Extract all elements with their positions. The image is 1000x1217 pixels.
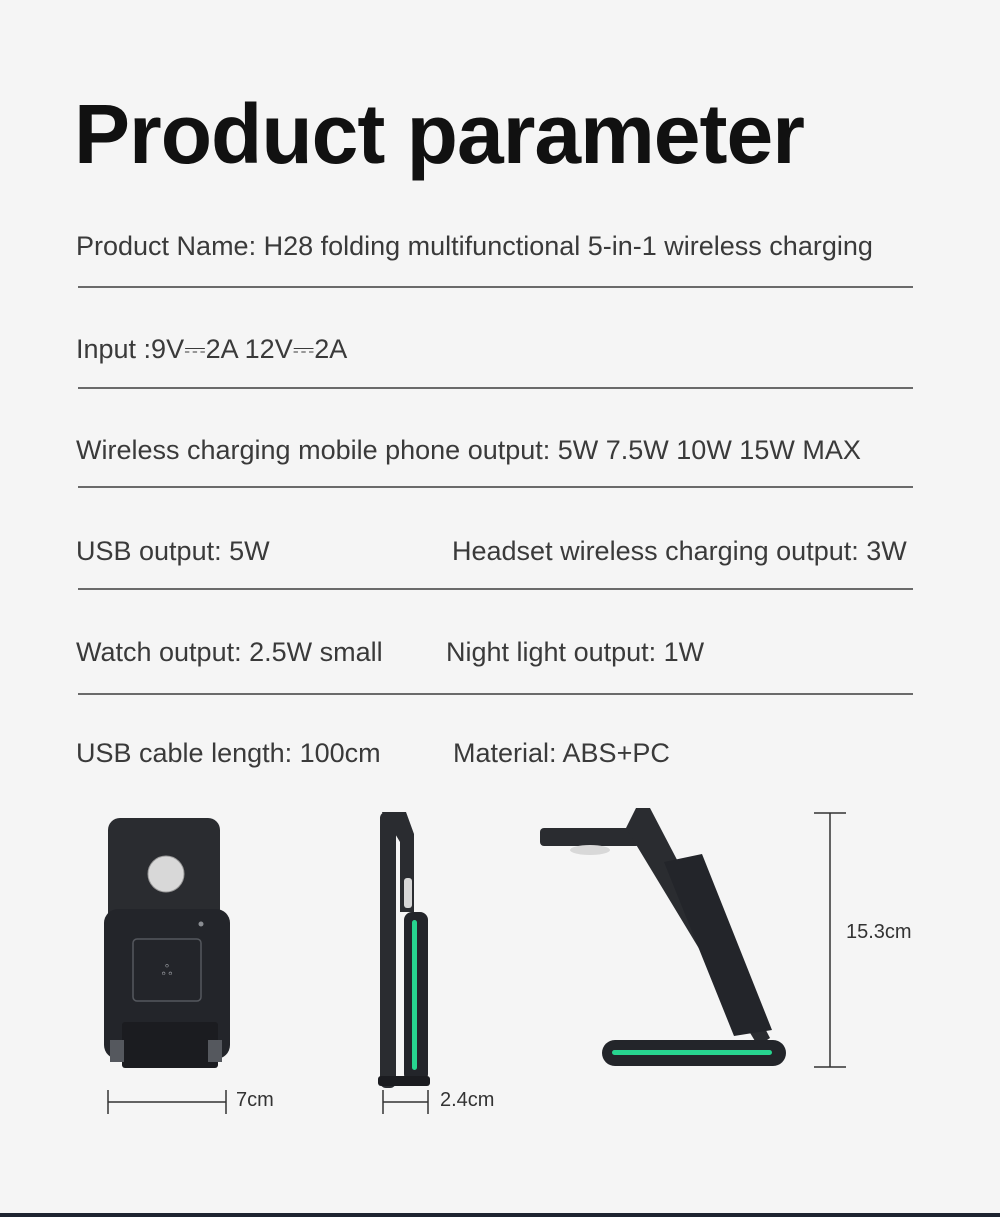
charger-front-view [100,812,240,1074]
divider [78,286,913,288]
dimension-height: 15.3cm [846,921,912,943]
svg-text:ஃ: ஃ [161,963,173,979]
spec-material: Material: ABS+PC [453,738,670,768]
spec-product-name: Product Name: H28 folding multifunctional 5-in-1 wireless charging [76,231,873,261]
depth-dimension-line [380,1088,432,1116]
spec-phone-output: Wireless charging mobile phone output: 5W 7.5W 10W 15W MAX [76,435,861,465]
spec-night-light-output: Night light output: 1W [446,637,705,667]
divider [78,588,913,590]
spec-row-cable-material [76,740,916,767]
divider [78,387,913,389]
charger-side-view [368,808,438,1090]
spec-cable-length: USB cable length: 100cm [76,738,381,768]
spec-row-usb-headset [76,538,916,565]
width-dimension-line [105,1088,230,1116]
height-dimension-line [810,810,850,1070]
divider [78,486,913,488]
spec-headset-output: Headset wireless charging output: 3W [452,536,907,566]
spec-watch-output: Watch output: 2.5W small [76,637,383,667]
spec-usb-output: USB output: 5W [76,536,270,566]
page-title: Product parameter [74,87,804,181]
divider [78,693,913,695]
dimension-depth: 2.4cm [440,1089,495,1111]
bottom-border [0,1213,1000,1217]
dimension-width: 7cm [236,1089,274,1111]
charger-angle-view [536,804,792,1074]
spec-row-watch-night [76,639,916,666]
spec-input: Input :9V⎓2A 12V⎓2A [76,334,348,364]
